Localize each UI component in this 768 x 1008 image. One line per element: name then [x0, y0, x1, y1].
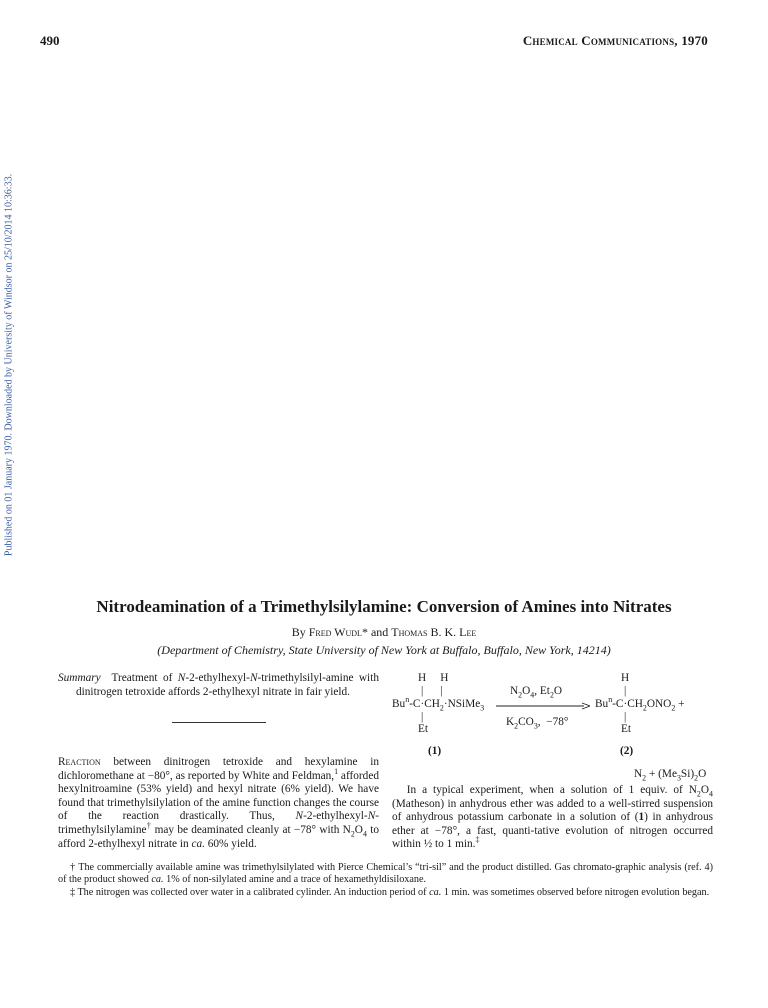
footnote-2-text-b: 1 min. was sometimes observed before nitrogen evolution began.	[441, 886, 710, 898]
reactant-mid: -C·CH	[409, 698, 440, 710]
sub-2: 2	[350, 829, 355, 839]
reactant-h-atoms	[418, 672, 448, 684]
body-right-sub2: 2	[696, 789, 701, 799]
footnote-mark-dagger[interactable]: †	[146, 821, 152, 831]
product-bond-upper: |	[624, 685, 627, 697]
product-plus: +	[675, 698, 685, 710]
reactant-bu: Bu	[392, 698, 406, 710]
author-line	[0, 625, 768, 640]
footnote-1-mark: †	[70, 862, 76, 873]
italic-n-4: N	[367, 810, 376, 823]
footnote-2-text-a: The nitrogen was collected over water in a calibrated cylinder. An induction period of	[75, 886, 430, 898]
reagent-top-o2: O	[553, 685, 563, 697]
lead-word: Reaction	[58, 756, 101, 768]
download-watermark-text[interactable]: Published on 01 January 1970. Downloaded by University of Windsor on 25/10/2014 10:36:33.	[3, 173, 15, 557]
body-right-text-3: (Matheson) in anhydrous ether was added to a well-stirred suspension of anhydrous potassium carbonate in a solution of (	[392, 797, 713, 824]
reaction-arrow	[496, 701, 590, 711]
byline-prefix: By	[291, 625, 306, 639]
reference-1[interactable]: 1	[334, 766, 339, 776]
reagent-bottom-co: CO	[518, 716, 534, 728]
reagent-bottom-k: K	[506, 716, 515, 728]
product-bond-lower: |	[624, 711, 627, 723]
body-left-text-2: afforded hexylnitroamine (53% yield) and hexyl nitrate (6% yield). We have found that trimethylsilylation of the amine function changes the course of the reaction drastically. Thus,	[58, 769, 379, 823]
summary-paragraph	[58, 672, 379, 699]
reagent-top-sub4: 4	[530, 690, 535, 700]
italic-n-3: N	[295, 810, 304, 823]
body-left-text-4: -trimethylsilylamine	[58, 810, 379, 836]
footnote-2-ca: ca.	[429, 886, 442, 898]
reagent-bottom-sub2: 2	[514, 721, 519, 731]
product-mid: -C·CH	[612, 698, 643, 710]
compound-label-1: (1)	[428, 745, 442, 757]
body-right-text-2: O	[700, 784, 710, 796]
body-left-text-1: between dinitrogen tetroxide and hexylamine in dichloromethane at −80°, as reported by White and Feldman,	[58, 756, 379, 782]
body-right-text-1: In a typical experiment, when a solution of 1 equiv. of N	[406, 784, 697, 796]
byproduct-n: N	[634, 768, 643, 780]
byproduct-sub2: 2	[642, 773, 647, 783]
article-title: Nitrodeamination of a Trimethylsilylamine: Conversion of Amines into Nitrates	[96, 597, 672, 616]
reactant-formula	[392, 695, 485, 713]
reagent-top-o: O	[522, 685, 531, 697]
footnote-1	[58, 862, 713, 887]
body-left-text-3: -2-ethylhexyl-	[303, 810, 368, 823]
reactant-sub2: 2	[439, 703, 444, 713]
reagent-bottom-sub3: 3	[533, 721, 538, 731]
reagent-bottom-temp: , −78°	[537, 716, 569, 728]
compound-label-2: (2)	[620, 745, 634, 757]
product-bu: Bu	[595, 698, 609, 710]
footnote-1-text-a: The commercially available amine was trimethylsilylated with Pierce Chemical’s “tri-sil” and the product distilled. Gas chromato-graphic analysis (ref. 4) of the product showed	[58, 862, 714, 886]
reaction-scheme	[388, 672, 728, 782]
summary-text-3: -trimethylsilyl-amine with dinitrogen tetroxide affords 2-ethylhexyl nitrate in fair yield.	[76, 672, 379, 698]
body-left-text-7: to afford 2-ethylhexyl nitrate in	[58, 823, 379, 850]
footnote-1-text-b: 1% of non-silylated amine and a trace of hexamethyldisiloxane.	[163, 874, 427, 886]
footnote-mark-ddagger[interactable]: ‡	[475, 835, 480, 845]
footnote-2-mark: ‡	[70, 886, 76, 898]
compound-ref-1: 1	[638, 811, 645, 824]
reagent-top-et: , Et	[534, 685, 550, 697]
product-h: H	[621, 672, 630, 684]
journal-header: Chemical Communications, 1970	[522, 33, 708, 48]
reagent-top	[510, 685, 563, 700]
body-left-text-8: 60% yield.	[204, 837, 257, 850]
reactant-end: ·NSiMe	[443, 698, 481, 710]
footnotes	[58, 862, 713, 899]
product-formula	[595, 695, 685, 713]
reactant-bonds	[421, 685, 442, 697]
product-end: ONO	[646, 698, 672, 710]
byproduct-sub2b: 2	[694, 773, 699, 783]
body-text-right	[392, 784, 713, 852]
italic-n-1: N	[177, 672, 186, 684]
summary-label: Summary	[58, 672, 101, 684]
byproduct-plus: + (Me	[646, 768, 677, 780]
affiliation: (Department of Chemistry, State University of New York at Buffalo, Buffalo, New York, 14214)	[157, 643, 611, 657]
body-right-text-4: ) in anhydrous ether at −78°, a fast, quanti-tative evolution of nitrogen occurred within ½ to 1 min.	[392, 811, 713, 851]
summary-text-2: -2-ethylhexyl-	[185, 672, 250, 684]
footnote-1-ca: ca.	[151, 874, 164, 886]
byproduct-si: Si)	[680, 768, 695, 780]
reagent-top-sub2: 2	[518, 690, 523, 700]
byproduct-o: O	[698, 768, 707, 780]
product-sub2: 2	[642, 703, 647, 713]
byline-and: and	[370, 625, 389, 639]
product-n-sup: n	[608, 695, 613, 705]
author-lee: Thomas B. K. Lee	[391, 625, 477, 639]
reactant-h-text: H H	[418, 672, 449, 684]
reactant-et: Et	[418, 723, 429, 735]
body-right-sub4: 4	[709, 789, 713, 799]
reactant-bonds-text: | |	[421, 685, 443, 697]
reagent-top-sub2b: 2	[549, 690, 554, 700]
italic-n-2: N	[249, 672, 258, 684]
download-watermark	[2, 130, 16, 600]
reagent-top-n: N	[510, 685, 519, 697]
reactant-bond-lower: |	[421, 711, 424, 723]
body-left-text-6: O	[354, 823, 363, 836]
summary-text-1: Treatment of	[111, 672, 178, 684]
body-text-left	[58, 756, 379, 851]
byproduct-sub3: 3	[676, 773, 681, 783]
reactant-sub3: 3	[480, 703, 485, 713]
byproducts	[634, 768, 707, 783]
body-left-text-5: may be deaminated cleanly at −78° with N	[151, 823, 351, 836]
reactant-n-sup: n	[405, 695, 410, 705]
page-number: 490	[40, 33, 60, 48]
author-wudl: Fred Wudl*	[308, 625, 368, 639]
ca-italic: ca.	[191, 837, 205, 850]
reagent-bottom	[506, 716, 569, 731]
product-sub2b: 2	[671, 703, 676, 713]
sub-4: 4	[362, 829, 367, 839]
section-divider	[172, 722, 266, 723]
product-et: Et	[621, 723, 632, 735]
footnote-2	[58, 887, 713, 899]
